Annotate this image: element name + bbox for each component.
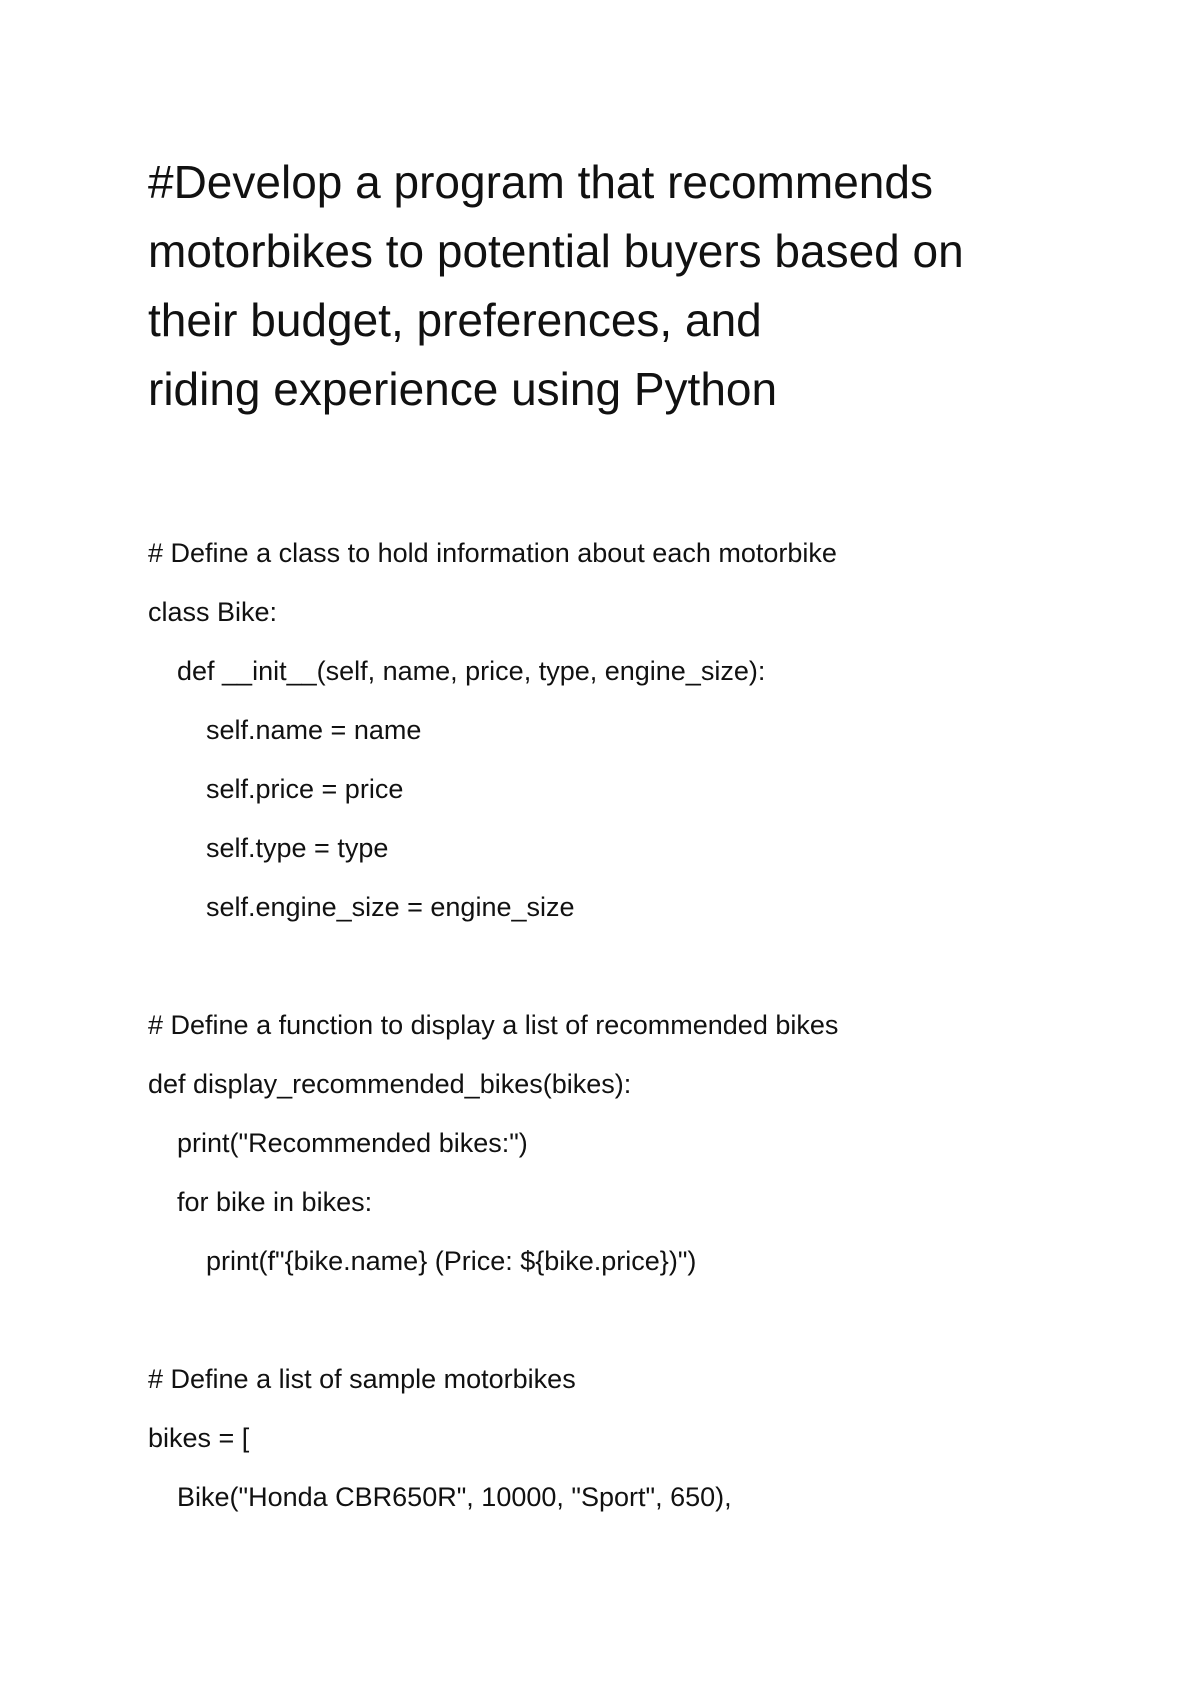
code-comment-list: # Define a list of sample motorbikes [148, 1364, 576, 1394]
code-print-bike: print(f"{bike.name} (Price: ${bike.price})") [206, 1246, 697, 1276]
document-title [148, 148, 1108, 424]
code-listing [148, 524, 1148, 1527]
code-assign-type: self.type = type [206, 833, 389, 863]
code-for-loop: for bike in bikes: [177, 1187, 373, 1217]
title-line-2: motorbikes to potential buyers based on [148, 225, 964, 277]
code-blank-line [148, 937, 1148, 996]
code-blank-line [148, 1291, 1148, 1350]
code-bike-entry: Bike("Honda CBR650R", 10000, "Sport", 650), [177, 1482, 732, 1512]
code-comment-function: # Define a function to display a list of recommended bikes [148, 1010, 839, 1040]
code-assign-name: self.name = name [206, 715, 422, 745]
title-line-3: their budget, preferences, and [148, 294, 762, 346]
code-assign-engine-size: self.engine_size = engine_size [206, 892, 575, 922]
title-line-1: #Develop a program that recommends [148, 156, 933, 208]
code-assign-price: self.price = price [206, 774, 404, 804]
code-comment-class: # Define a class to hold information about each motorbike [148, 538, 837, 568]
code-init-def: def __init__(self, name, price, type, engine_size): [177, 656, 766, 686]
code-list-open: bikes = [ [148, 1423, 250, 1453]
code-print-header: print("Recommended bikes:") [177, 1128, 528, 1158]
title-line-4: riding experience using Python [148, 363, 778, 415]
code-class-def: class Bike: [148, 597, 278, 627]
code-function-def: def display_recommended_bikes(bikes): [148, 1069, 632, 1099]
